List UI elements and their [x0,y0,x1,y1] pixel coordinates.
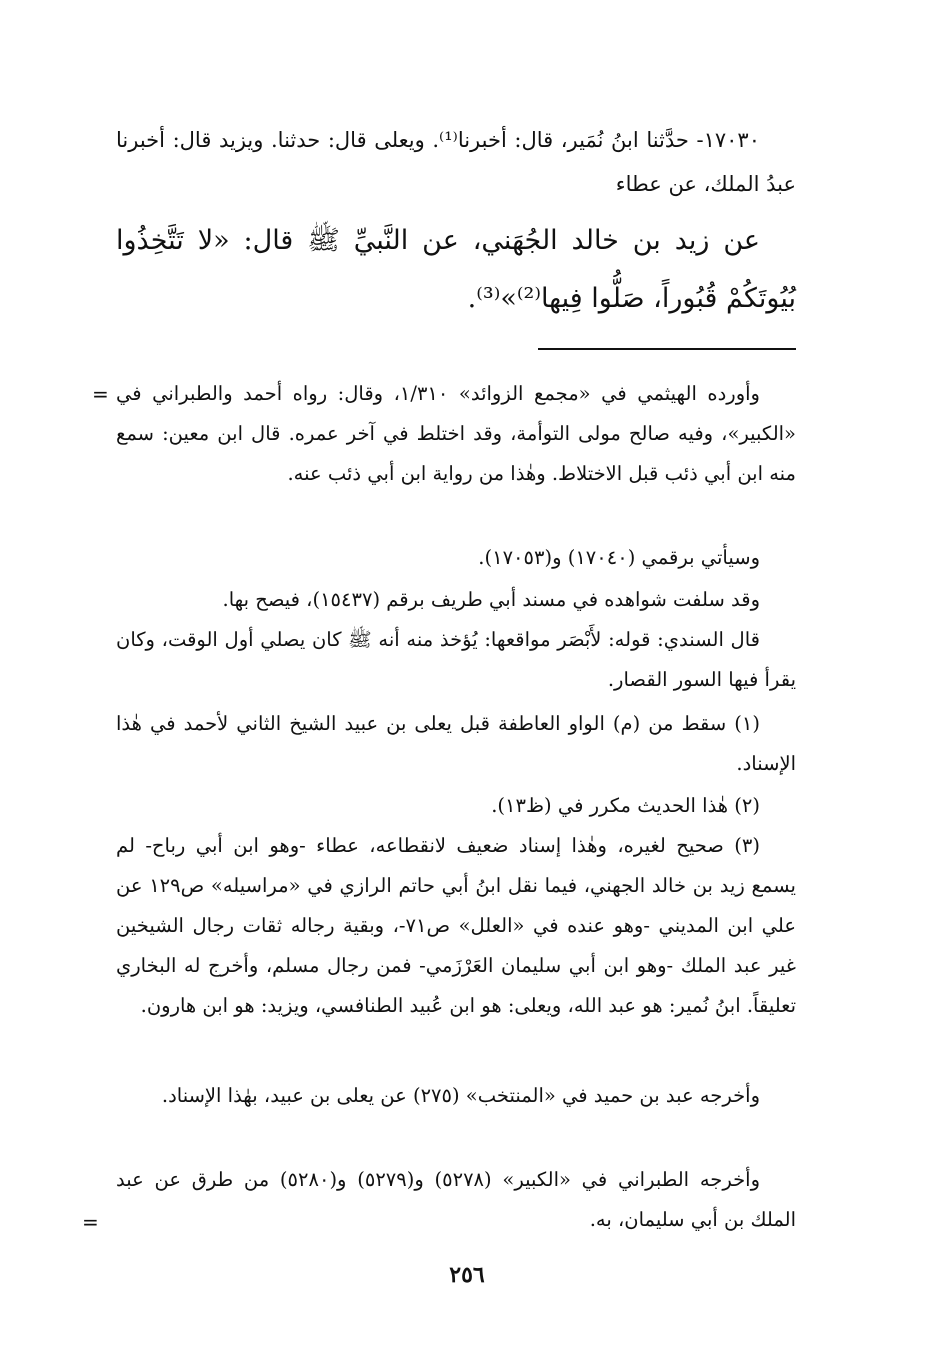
footnote-paragraph: وأخرجه الطبراني في «الكبير» (٥٢٧٨) و(٥٢٧٩) و(٥٢٨٠) من طرق عن عبد الملك بن أبي سليمان، به. [116,1168,796,1231]
footnote-3: (٣) صحيح لغيره، وهٰذا إسناد ضعيف لانقطاعه، عطاء -وهو ابن أبي رباح- لم يسمع زيد بن خالد الجهني، فيما نقل ابنُ أبي حاتم الرازي في «مراسيله» ص١٢٩ عن علي ابن المديني -وهو عنده في «العلل» ص٧١-، وبقية رجاله ثقات رجال الشيخين غير عبد الملك -وهو ابن أبي سليمان العَرْزَمي- فمن رجال مسلم، وأخرج له البخاري تعليقاً. ابنُ نُمير: هو عبد الله، ويعلى: هو ابن عُبيد الطنافسي، ويزيد: هو ابن هارون. [116,834,796,1017]
continuation-mark-bottom: = [82,1210,99,1234]
footnote-paragraph: وقد سلفت شواهده في مسند أبي طريف برقم (١٥٤٣٧)، فيصح بها. [222,588,760,611]
footnote-continued: وأورده الهيثمي في «مجمع الزوائد» ١/٣١٠، وقال: رواه أحمد والطبراني في «الكبير»، وفيه صالح مولى التوأمة، وقد اختلط في آخر عمره. قال ابن معين: سمع منه ابن أبي ذئب قبل الاختلاط. وهٰذا من رواية ابن أبي ذئب عنه. [116,382,796,485]
hadith-matn: عن زيد بن خالد الجُهَني، عن النَّبيِّ ﷺ قال: «لا تَتَّخِذُوا بُيُوتَكُمْ قُبُوراً، صَلُّوا فِيها⁽²⁾»⁽³⁾. [116,225,796,314]
page-number: ٢٥٦ [449,1262,485,1288]
footnote-1: (١) سقط من (م) الواو العاطفة قبل يعلى بن عبيد الشيخ الثاني لأحمد في هٰذا الإسناد. [116,712,796,775]
footnote-separator [538,348,796,350]
footnote-paragraph: وسيأتي برقمي (١٧٠٤٠) و(١٧٠٥٣). [478,546,760,569]
footnote-2: (٢) هٰذا الحديث مكرر في (ظ١٣). [491,794,760,817]
continuation-mark-top: = [92,382,109,406]
hadith-isnad: ١٧٠٣٠- حدَّثنا ابنُ نُمَير، قال: أخبرنا⁽¹⁾. ويعلى قال: حدثنا. ويزيد قال: أخبرنا عبدُ الملك، عن عطاء [116,128,796,196]
footnote-paragraph: وأخرجه عبد بن حميد في «المنتخب» (٢٧٥) عن يعلى بن عبيد، بهٰذا الإسناد. [161,1084,760,1107]
footnote-paragraph: قال السندي: قوله: لأَبْصَر مواقعها: يُؤخذ منه أنه ﷺ كان يصلي أول الوقت، وكان يقرأ فيها السور القصار. [116,628,796,691]
